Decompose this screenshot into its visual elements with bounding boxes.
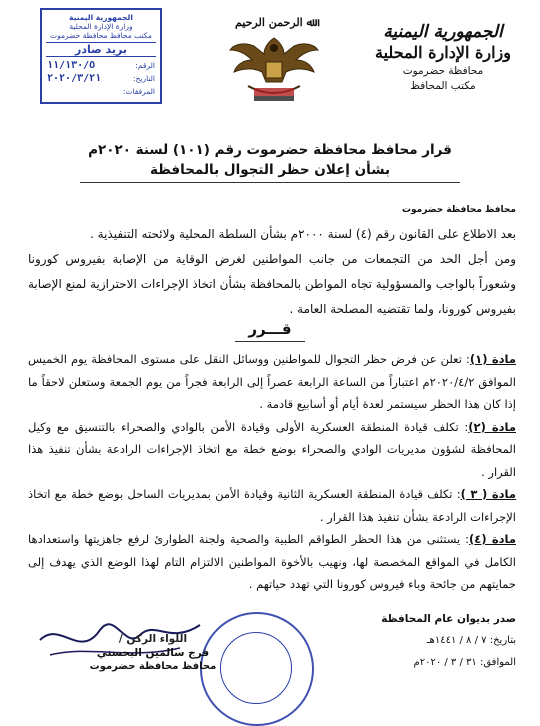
stamp-number-label: الرقم: xyxy=(135,61,155,70)
stamp-number-value: ١١/١٣٠/٥ xyxy=(47,60,96,71)
signatory-name: فرج سالمين البحسني xyxy=(96,647,210,659)
article-text: : تكلف قيادة المنطقة العسكرية الأولى وقيادة الأمن بالوادي والصحراء بالتنسيق مع وكيل المحافظة لشؤون مديريات الوادي والصحراء بوضع خطة مع اتخاذ الإجراءات الرادعة بشأن تنفيذ هذا القرار . xyxy=(28,419,516,479)
official-seal-inner-ring xyxy=(220,632,292,704)
stamp-type: بريد صادر xyxy=(46,42,156,57)
stamp-attachments-label: المرفقات: xyxy=(122,87,155,96)
gregorian-date: الموافق: ٣١ / ٣ / ٢٠٢٠م xyxy=(413,657,516,668)
signatory-block xyxy=(78,632,228,674)
article-label: مادة (١) xyxy=(469,352,516,366)
issue-dates xyxy=(414,630,517,674)
stamp-office: مكتب محافظ محافظة حضرموت xyxy=(50,31,152,40)
office-name: مكتب المحافظ xyxy=(410,80,476,92)
preamble-paragraph: بعد الاطلاع على القانون رقم (٤) لسنة ٢٠٠٠م بشأن السلطة المحلية ولائحته التنفيذية . xyxy=(90,227,516,241)
decree-title-line1: قرار محافظ محافظة حضرموت رقم (١٠١) لسنة ٢٠٢٠م xyxy=(88,142,452,158)
hijri-date: بتاريخ: ٧ / ٨ / ١٤٤١هـ xyxy=(426,635,516,646)
outgoing-mail-stamp xyxy=(40,8,162,104)
decision-underline xyxy=(235,341,305,342)
letterhead xyxy=(368,22,518,93)
article-label: مادة (٢) xyxy=(468,419,516,434)
issuer-label: محافظ محافظة حضرموت xyxy=(401,205,516,215)
signatory-rank: اللواء الركن / xyxy=(118,633,188,645)
article-label: مادة (٤) xyxy=(469,532,516,546)
decision-heading: قـــرر xyxy=(248,320,292,338)
country-name: الجمهورية اليمنية xyxy=(383,22,503,42)
basmala-text: ﷲ الرحمن الرحيم xyxy=(234,16,314,29)
decree-title xyxy=(40,140,500,180)
stamp-country: الجمهورية اليمنية xyxy=(69,13,133,22)
stamp-date-label: التاريخ: xyxy=(133,74,155,83)
stamp-number-row xyxy=(42,59,160,72)
article-3 xyxy=(28,483,516,528)
articles-list xyxy=(28,348,516,596)
article-text: : تعلن عن فرض حظر التجوال للمواطنين ووسائل النقل على مستوى المحافظة يوم الخميس الموافق ٢٠٢٠/٤/٢م اعتباراً من الساعة الرابعة عصراً إلى الرابعة فجراً من يوم الجمعة وستعلن لاحقاً ما إذا كان هذا الحظر سيستمر لعدة أيام أو أسابيع قادمة . xyxy=(28,352,516,411)
ministry-name: وزارة الإدارة المحلية xyxy=(375,43,511,62)
governorate-name: محافظة حضرموت xyxy=(402,65,484,77)
preamble xyxy=(28,222,516,322)
article-4 xyxy=(28,528,516,596)
stamp-ministry: وزارة الإدارة المحلية xyxy=(69,22,133,31)
issued-at: صدر بديوان عام المحافظة xyxy=(381,613,516,625)
article-text: : تكلف قيادة المنطقة العسكرية الثانية وقيادة الأمن بمديريات الساحل بوضع خطة مع اتخاذ الإجراءات الرادعة بشأن تنفيذ هذا القرار . xyxy=(28,487,516,524)
stamp-attachments-row xyxy=(42,85,160,98)
signatory-post: محافظ محافظة حضرموت xyxy=(89,661,217,672)
stamp-date-value: ٢٠٢٠/٣/٢١ xyxy=(47,73,102,84)
preamble-paragraph: ومن أجل الحد من التجمعات من جانب المواطنين لغرض الوقاية من الإصابة بفيروس كورونا وشعوراً بالواجب والمسؤولية تجاه المواطن بالمحافظة بشأن اتخاذ الإجراءات الاحترازية لمنع الإصابة بفيروس كورونا، ولما تقتضيه المصلحة العامة . xyxy=(28,252,516,316)
article-2 xyxy=(28,416,516,484)
decree-title-line2: بشأن إعلان حظر التجوال بالمحافظة xyxy=(149,162,391,178)
article-text: : يستثنى من هذا الحظر الطواقم الطبية والصحية ولجنة الطوارئ لرفع جاهزيتها واستعدادها الكامل في المواقع المخصصة لها، ونهيب بالأخوة المواطنين الالتزام التام لهذا الوضع الذي يهدف إلى حمايتهم من جائحة وباء فيروس كورونا التي تهدد حياتهم . xyxy=(28,532,516,591)
yemen-eagle-emblem-icon xyxy=(224,16,324,108)
article-1 xyxy=(28,348,516,416)
title-divider xyxy=(80,182,460,183)
article-label: مادة ( ٣ ) xyxy=(460,487,516,501)
stamp-date-row xyxy=(42,72,160,85)
